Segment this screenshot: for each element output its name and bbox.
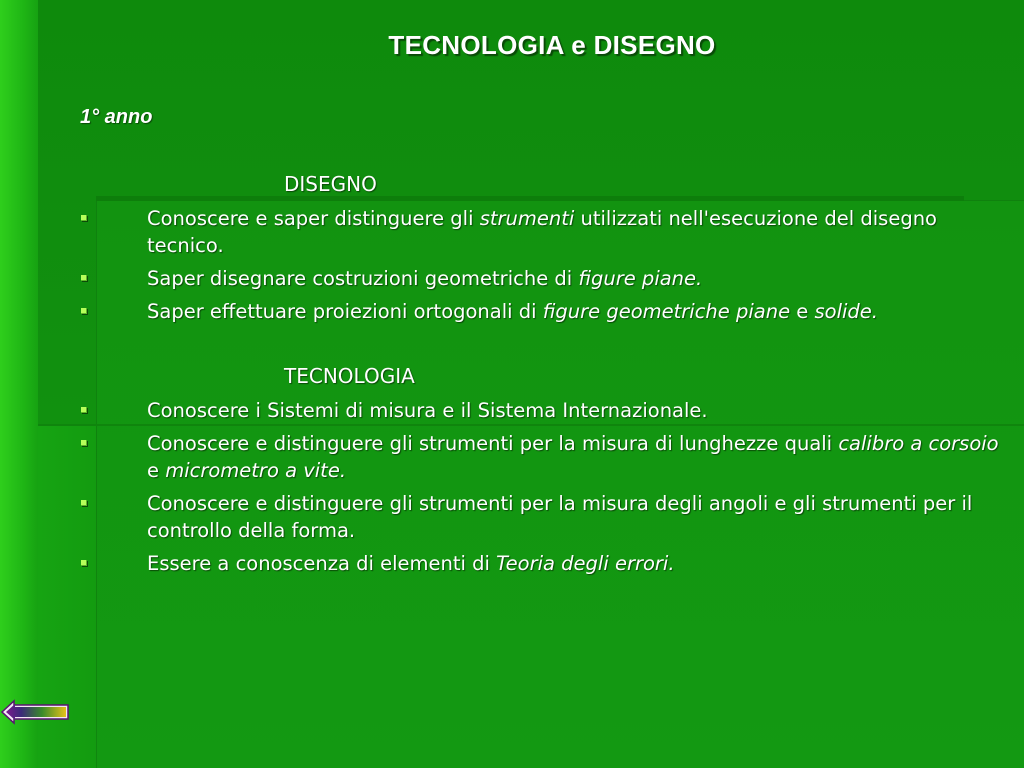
text-run: Conoscere e saper distinguere gli: [147, 207, 480, 230]
bullet-square-icon: [81, 560, 87, 566]
text-run: Conoscere i Sistemi di misura e il Sistema Internazionale.: [147, 399, 708, 422]
bullet-square-icon: [81, 275, 87, 281]
background-left-strip: [0, 0, 38, 768]
bullet-item: [80, 265, 1010, 292]
bullet-item: [80, 430, 1010, 484]
bullet-item: [80, 298, 1010, 325]
text-run: Saper effettuare proiezioni ortogonali di: [147, 300, 543, 323]
text-run: utilizzati nell'esecuzione del disegno tecnico.: [147, 207, 937, 257]
bullet-square-icon: [81, 407, 87, 413]
section-heading-tecnologia: TECNOLOGIA: [284, 364, 415, 388]
text-run: Conoscere e distinguere gli strumenti per la misura di lunghezze quali: [147, 432, 839, 455]
bullet-item: [80, 490, 1010, 544]
text-run: Conoscere e distinguere gli strumenti per la misura degli angoli e gli strumenti per il controllo della forma.: [147, 492, 973, 542]
back-arrow-icon[interactable]: [0, 698, 72, 726]
slide-title: TECNOLOGIA e DISEGNO: [388, 30, 716, 60]
italic-text-run: solide.: [814, 300, 878, 323]
bullet-item: [80, 397, 1010, 424]
italic-text-run: strumenti: [479, 207, 575, 230]
text-run: Saper disegnare costruzioni geometriche di: [147, 267, 579, 290]
italic-text-run: figure geometriche piane: [542, 300, 791, 323]
italic-text-run: calibro a corsoio: [838, 432, 999, 455]
bullet-square-icon: [81, 308, 87, 314]
italic-text-run: figure piane.: [578, 267, 703, 290]
text-run: Essere a conoscenza di elementi di: [147, 552, 497, 575]
bullet-item: [80, 205, 1010, 259]
bullet-square-icon: [81, 440, 87, 446]
section-heading-disegno: DISEGNO: [284, 172, 377, 196]
text-run: e: [790, 300, 815, 323]
slide-subtitle: 1° anno: [80, 106, 153, 128]
italic-text-run: micrometro a vite.: [165, 459, 347, 482]
text-run: e: [147, 459, 166, 482]
italic-text-run: Teoria degli errori.: [496, 552, 675, 575]
bullet-list-disegno: [80, 205, 1010, 331]
bullet-square-icon: [81, 500, 87, 506]
bullet-square-icon: [81, 215, 87, 221]
bullet-item: [80, 550, 1010, 577]
bullet-list-tecnologia: [80, 397, 1010, 583]
background-divider-top: [96, 196, 964, 201]
